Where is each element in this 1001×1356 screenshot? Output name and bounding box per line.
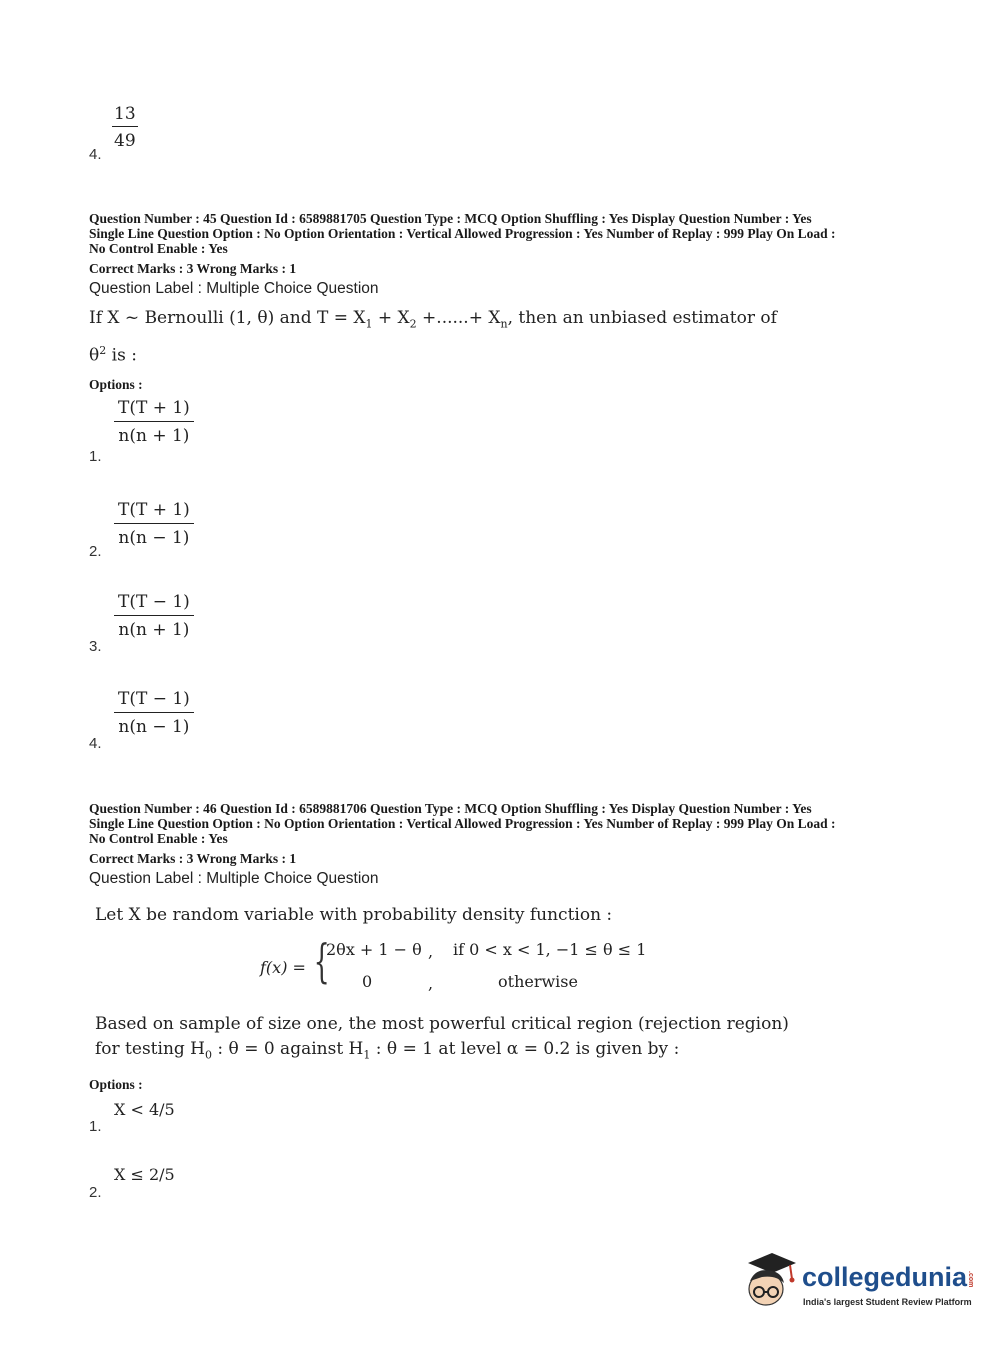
- option-denominator: n(n − 1): [118, 717, 190, 737]
- q46-marks: Correct Marks : 3 Wrong Marks : 1: [89, 851, 297, 866]
- q45-meta-line2: Single Line Question Option : No Option Orientation : Vertical Allowed Progression : Yes Number of Replay : 999 Play On Load :: [89, 225, 836, 241]
- q45-options-heading: Options :: [89, 377, 143, 392]
- q46-option-2[interactable]: X ≤ 2/5: [114, 1165, 175, 1184]
- option-numerator: T(T + 1): [114, 500, 194, 524]
- q45-marks: Correct Marks : 3 Wrong Marks : 1: [89, 261, 297, 276]
- option-denominator: n(n + 1): [118, 620, 190, 640]
- q45-option-4-number: 4.: [89, 735, 102, 752]
- q45-option-3-number: 3.: [89, 638, 102, 655]
- collegedunia-mascot-icon: [742, 1249, 800, 1311]
- collegedunia-logo-text: collegedunia.com: [802, 1262, 975, 1292]
- option-numerator: T(T + 1): [114, 398, 194, 422]
- q46-case2-comma: ,: [428, 974, 434, 993]
- option-denominator: n(n − 1): [118, 528, 190, 548]
- q46-options-heading: Options :: [89, 1077, 143, 1092]
- q46-option-1-number: 1.: [89, 1118, 102, 1135]
- q45-option-2-number: 2.: [89, 543, 102, 560]
- option-numerator: T(T − 1): [114, 592, 194, 616]
- q45-option-1[interactable]: [114, 398, 194, 446]
- q46-meta: [89, 802, 919, 846]
- q45-meta-line1: Question Number : 45 Question Id : 6589881705 Question Type : MCQ Option Shuffling : Yes Display Question Number : Yes: [89, 211, 812, 226]
- prev-option-number: 4.: [89, 146, 102, 163]
- q46-paragraph-line2: for testing $H_0$ : θ = 0 against $H_1$ : θ = 1 at level α = 0.2 is given by :: [95, 1039, 680, 1062]
- q46-meta-line2: Single Line Question Option : No Option Orientation : Vertical Allowed Progression : Yes Number of Replay : 999 Play On Load :: [89, 815, 836, 831]
- option-denominator: n(n + 1): [118, 426, 190, 446]
- q46-option-2-number: 2.: [89, 1184, 102, 1201]
- q46-question-label: Question Label : Multiple Choice Question: [89, 870, 379, 887]
- q46-case2-condition: otherwise: [498, 972, 578, 991]
- q46-case1-comma: ,: [428, 942, 434, 961]
- q46-meta-line3: No Control Enable : Yes: [89, 830, 228, 846]
- prev-option-fraction: [110, 104, 140, 151]
- q45-option-1-number: 1.: [89, 448, 102, 465]
- q45-question-text: If X ~ Bernoulli (1, θ) and $T = X_1 + X_2$ +......+ $X_n$, then an unbiased estimator of: [89, 308, 777, 331]
- q46-meta-line1: Question Number : 46 Question Id : 6589881706 Question Type : MCQ Option Shuffling : Yes Display Question Number : Yes: [89, 801, 812, 816]
- logo-suffix: .com: [967, 1270, 975, 1288]
- q46-option-1[interactable]: X < 4/5: [114, 1100, 175, 1119]
- q46-case1-condition: if 0 < x < 1, −1 ≤ θ ≤ 1: [453, 940, 647, 959]
- option-numerator: T(T − 1): [114, 689, 194, 713]
- q45-option-2[interactable]: [114, 500, 194, 548]
- q46-case2-expr: 0: [362, 972, 373, 991]
- q45-question-text-line2: $\theta^2$ is :: [89, 344, 137, 366]
- q45-question-label: Question Label : Multiple Choice Question: [89, 280, 379, 297]
- q45-option-4[interactable]: [114, 689, 194, 737]
- q46-fx-label: f(x) =: [260, 958, 306, 977]
- q45-meta-line3: No Control Enable : Yes: [89, 240, 228, 256]
- q46-intro: Let X be random variable with probability density function :: [95, 905, 613, 925]
- q46-case1-expr: 2θx + 1 − θ: [326, 940, 422, 959]
- q46-brace: {: [313, 934, 330, 988]
- q45-meta: [89, 212, 919, 256]
- q46-paragraph-line1: Based on sample of size one, the most powerful critical region (rejection region): [95, 1014, 789, 1034]
- prev-option-denominator: 49: [114, 131, 136, 151]
- collegedunia-tagline: India's largest Student Review Platform: [803, 1297, 972, 1307]
- q45-option-3[interactable]: [114, 592, 194, 640]
- prev-option-numerator: 13: [114, 104, 136, 124]
